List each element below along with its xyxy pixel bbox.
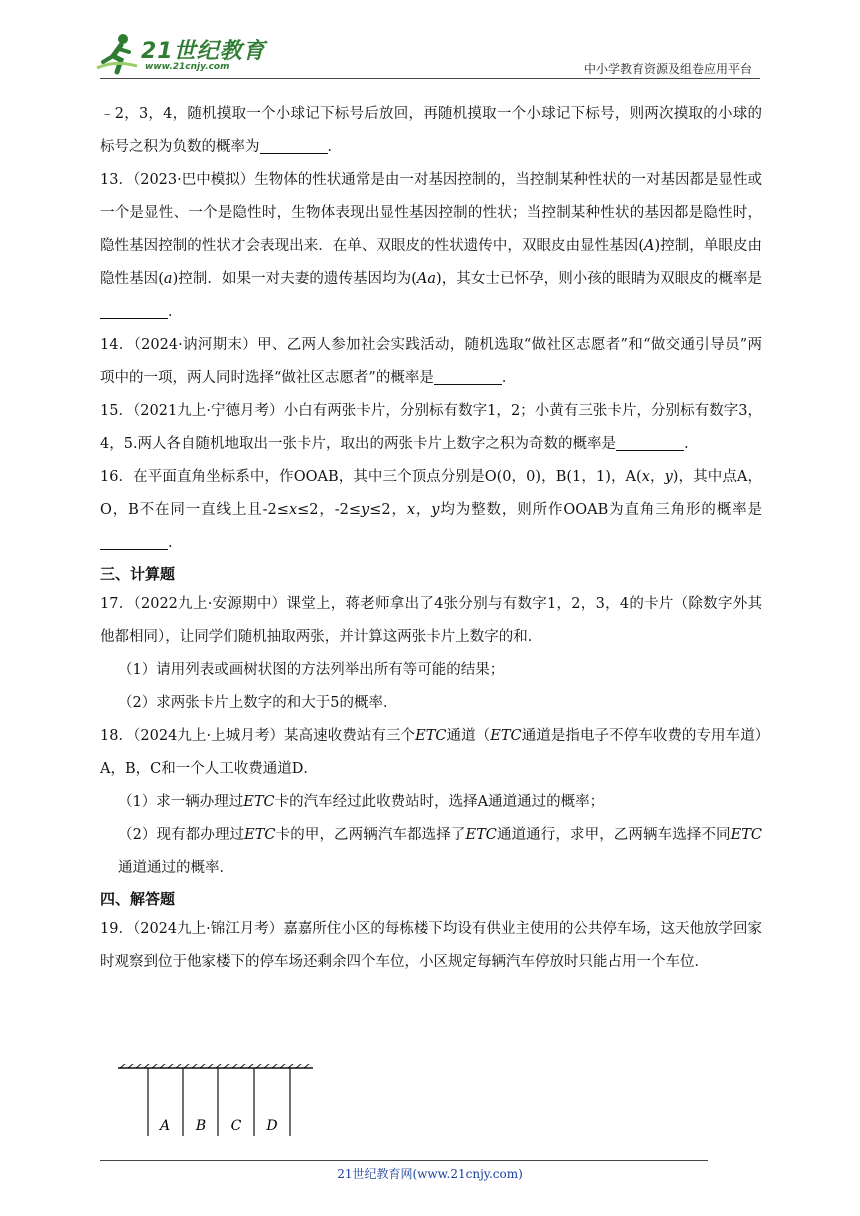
math-var: y [431,502,440,518]
parking-lot-figure [118,1064,318,1140]
math-var: a [163,271,173,287]
text: 13．（2023·巴中模拟）生物体的性状通常是由一对基因控制的，当控制某种性状的一对基因都是显性或一个是显性、一个是隐性时，生物体表现出显性基因控制的性状；当控制某种性状的基因都是隐性时，隐性基因控制的性状才会表现出来．在单、双眼皮的性状遗传中，双眼皮由显性基因( [100,172,762,254]
logo-text: 21世纪教育 [141,39,266,64]
math-var: ETC [490,728,522,744]
header-divider [100,78,760,79]
question-12-continued [100,98,762,164]
math-var: ETC [244,827,276,843]
text: ， [415,502,432,518]
text: ， [649,469,665,485]
text: ． [684,436,699,452]
question-13 [100,164,762,329]
platform-title: 中小学教育资源及组卷应用平台 [583,62,752,76]
answer-blank [616,434,684,451]
section-heading-calculation: 三、计算题 [100,565,176,583]
text: （1）求一辆办理过 [118,794,244,810]
math-var: y [664,469,673,485]
space-label-a: A [159,1118,171,1134]
text: 卡的甲，乙两辆汽车都选择了 [275,827,466,843]
answer-blank [100,302,168,319]
question-18-part-1 [100,786,762,819]
question-14 [100,329,762,395]
question-18-part-2 [100,819,762,885]
text: ≤2，-2≤ [297,502,362,518]
text: 16．在平面直角坐标系中，作OOAB，其中三个顶点分别是O(0，0)，B(1，1)，A( [100,469,642,485]
text: )，其女士已怀孕，则小孩的眼睛为双眼皮的概率是 [436,271,763,287]
text: ． [327,139,342,155]
question-15 [100,395,762,461]
answer-blank [100,533,168,550]
question-17: 17．（2022九上·安源期中）课堂上，蒋老师拿出了4张分别与有数字1，2，3，4的卡片（除数字外其他都相同），让同学们随机抽取两张，并计算这两张卡片上数字的和． [100,596,762,645]
page-header [95,30,760,80]
logo-url: www.21cnjy.com [145,62,230,72]
answer-blank [260,137,328,154]
text: ﹣2，3，4，随机摸取一个小球记下标号后放回，再随机摸取一个小球记下标号，则两次摸取的小球的标号之积为负数的概率为 [100,106,762,155]
text: ． [168,304,183,320]
runner-icon [95,32,139,76]
question-19: 19．（2024九上·锦江月考）嘉嘉所住小区的每栋楼下均设有供业主使用的公共停车场，这天他放学回家时观察到位于他家楼下的停车场还剩余四个车位，小区规定每辆汽车停放时只能占用一个车位． [100,921,762,970]
text: ． [168,535,183,551]
text: 通道通过的概率． [118,860,234,876]
text: ≤2， [369,502,407,518]
math-var: A [644,238,655,254]
math-var: ETC [730,827,762,843]
math-var: ETC [465,827,497,843]
space-label-d: D [266,1118,278,1134]
math-var: ETC [415,728,447,744]
question-17-part-1: （1）请用列表或画树状图的方法列举出所有等可能的结果； [118,662,505,678]
text: )控制．如果一对夫妻的遗传基因均为( [172,271,417,287]
text: 14．（2024·讷河期末）甲、乙两人参加社会实践活动，随机选取“做社区志愿者”和“做交通引导员”两项中的一项，两人同时选择“做社区志愿者”的概率是 [100,337,762,386]
text: 通道是指电子不停车收费的专用车道）A，B，C和一个人工收费通道D． [100,728,763,777]
text: 卡的汽车经过此收费站时，选择A通道通过的概率； [274,794,605,810]
math-var: x [641,469,650,485]
math-var: x [406,502,416,518]
text: ． [501,370,517,386]
question-17-part-2: （2）求两张卡片上数字的和大于5的概率． [118,695,398,711]
math-var: y [361,502,370,518]
text: 均为整数，则所作OOAB为直角三角形的概率是 [439,502,763,518]
text: )控制，单眼皮由隐性基因( [100,238,762,287]
space-label-b: B [195,1118,207,1134]
question-content [100,98,762,979]
math-var: ETC [243,794,275,810]
answer-blank [434,368,502,385]
text: 通道（ [446,728,491,744]
footer-link[interactable]: 21世纪教育网(www.21cnjy.com) [337,1167,523,1181]
question-18 [100,720,762,786]
math-var: Aa [416,271,437,287]
text: )，其中点A，O，B不在同一直线上且-2≤ [100,469,762,518]
text: 15．（2021九上·宁德月考）小白有两张卡片，分别标有数字1，2；小黄有三张卡片，分别标有数字3，4，5.两人各自随机地取出一张卡片，取出的两张卡片上数字之积为奇数的概率是 [100,403,762,452]
text: 通道通行，求甲，乙两辆车选择不同 [496,827,731,843]
math-var: x [288,502,298,518]
question-16 [100,461,762,560]
text: 18．（2024九上·上城月考）某高速收费站有三个 [100,728,416,744]
text: （2）现有都办理过 [118,827,245,843]
footer-divider [100,1160,708,1161]
space-label-c: C [230,1118,242,1134]
section-heading-answer: 四、解答题 [100,890,176,908]
logo [95,32,270,76]
